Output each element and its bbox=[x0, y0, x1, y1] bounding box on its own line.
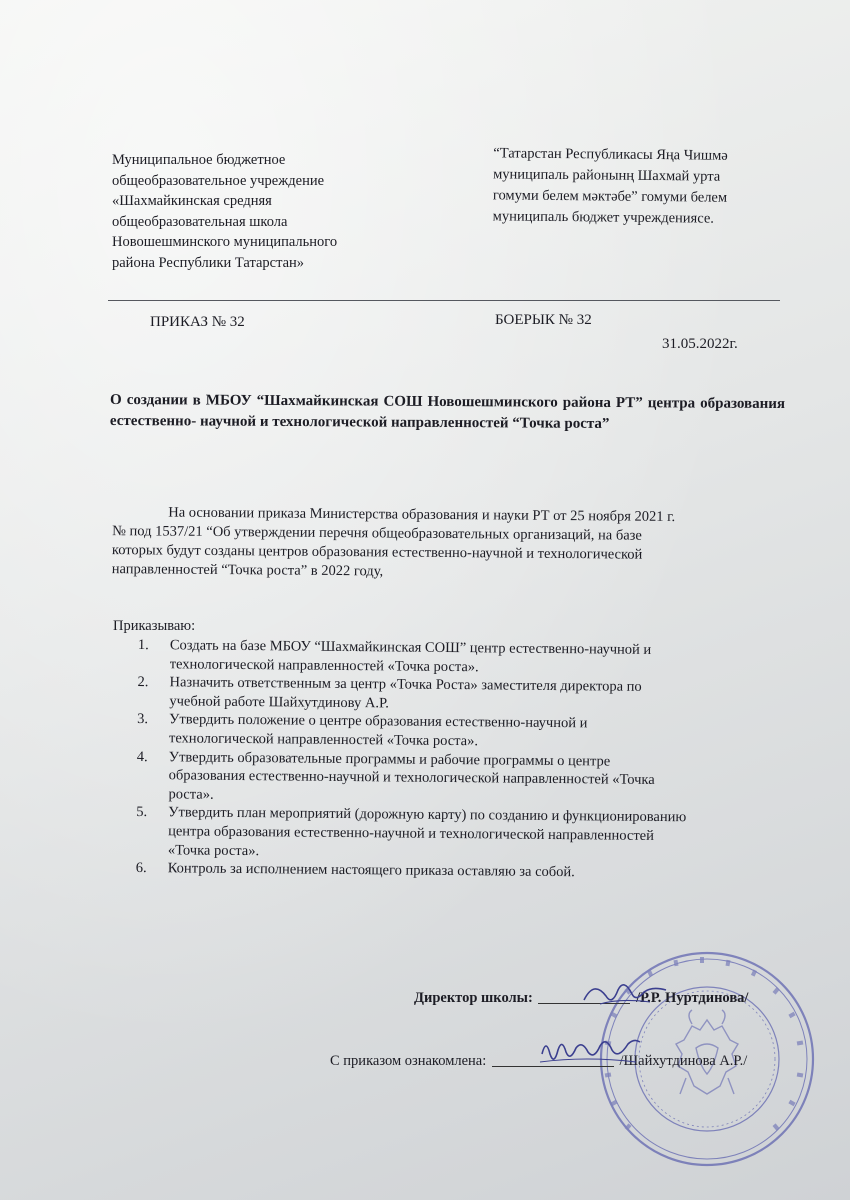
item-line: роста». bbox=[168, 786, 214, 803]
order-word: Приказываю: bbox=[113, 618, 196, 634]
header-right-line: муниципаль бюджет учреждениясе. bbox=[492, 208, 715, 227]
item-number: 5. bbox=[136, 804, 148, 821]
item-number: 1. bbox=[137, 636, 149, 654]
header-divider bbox=[108, 300, 780, 301]
order-number-ru: ПРИКАЗ № 32 bbox=[150, 314, 245, 330]
header-left-line: «Шахмайкинская средняя bbox=[112, 193, 272, 209]
list-item bbox=[136, 803, 817, 865]
header-left-line: Новошешминского муниципального bbox=[112, 234, 338, 250]
basis-line: На основании приказа Министерства образования и науки РТ от 25 ноября 2021 г. bbox=[168, 504, 676, 525]
header-left-line: общеобразовательное учреждение bbox=[112, 172, 325, 189]
ack-label: С приказом ознакомлена: bbox=[330, 1053, 487, 1069]
order-items-list bbox=[136, 636, 818, 884]
item-line: учебной работе Шайхутдинову А.Р. bbox=[169, 693, 389, 712]
header-right-line: “Татарстан Республикасы Яңа Чишмә bbox=[493, 145, 728, 164]
item-line: Утвердить образовательные программы и рабочие программы о центре bbox=[168, 748, 611, 770]
item-number: 6. bbox=[135, 860, 147, 877]
order-number-tt: БОЕРЫК № 32 bbox=[495, 312, 592, 328]
item-line: Контроль за исполнением настоящего приказа оставляю за собой. bbox=[167, 860, 575, 881]
basis-line: № под 1537/21 “Об утверждении перечня общеобразовательных организаций, на базе bbox=[112, 523, 642, 544]
acknowledgement-signature-scribble bbox=[536, 1032, 646, 1070]
header-right-institution bbox=[493, 143, 814, 230]
ack-name: /Шайхутдинова А.Р./ bbox=[619, 1053, 748, 1069]
item-number: 4. bbox=[136, 748, 148, 765]
header-left-institution bbox=[112, 150, 432, 273]
item-line: Утвердить план мероприятий (дорожную карту) по созданию и функционированию bbox=[168, 804, 687, 826]
item-line: Создать на базе МБОУ “Шахмайкинская СОШ” центр естественно-научной и bbox=[169, 637, 652, 658]
header-left-line: Муниципальное бюджетное bbox=[112, 152, 286, 168]
document-title: О создании в МБОУ “Шахмайкинская СОШ Новошешминского района РТ” центра образования естественно- научной и технологической направленностей “Точка роста” bbox=[109, 391, 786, 432]
item-line: образования естественно-научной и технологической направленностей «Точка bbox=[168, 767, 655, 789]
item-line: «Точка роста». bbox=[167, 841, 260, 859]
header-right-line: муниципаль районынң Шахмай урта bbox=[493, 166, 721, 185]
item-line: Назначить ответственным за центр «Точка Роста» заместителя директора по bbox=[169, 674, 642, 696]
header-left-line: общеобразовательная школа bbox=[112, 213, 288, 230]
header-right-line: гомуми белем мәктәбе” гомуми белем bbox=[492, 187, 728, 206]
director-name: /Р.Р. Нуртдинова/ bbox=[636, 990, 749, 1006]
order-date: 31.05.2022г. bbox=[662, 336, 738, 352]
list-item bbox=[138, 636, 818, 680]
basis-paragraph bbox=[112, 503, 783, 585]
director-label: Директор школы: bbox=[414, 990, 533, 1006]
director-signature-scribble bbox=[580, 976, 670, 1010]
basis-line: которых будут созданы центров образования естественно-научной и технологической bbox=[111, 542, 643, 563]
item-number: 3. bbox=[137, 711, 149, 728]
list-item bbox=[136, 748, 817, 810]
item-line: центра образования естественно-научной и технологической направленностей bbox=[168, 823, 654, 844]
header-left-line: района Республики Татарстан» bbox=[112, 254, 305, 271]
item-line: технологической направленностей «Точка роста». bbox=[168, 730, 479, 750]
item-line: Утвердить положение о центре образования естественно-научной и bbox=[169, 711, 588, 732]
item-number: 2. bbox=[137, 674, 149, 691]
list-item bbox=[137, 710, 817, 754]
item-line: технологической направленностей «Точка роста». bbox=[169, 655, 479, 675]
basis-line: направленностей “Точка роста” в 2022 году, bbox=[111, 561, 384, 580]
list-item bbox=[137, 673, 817, 717]
